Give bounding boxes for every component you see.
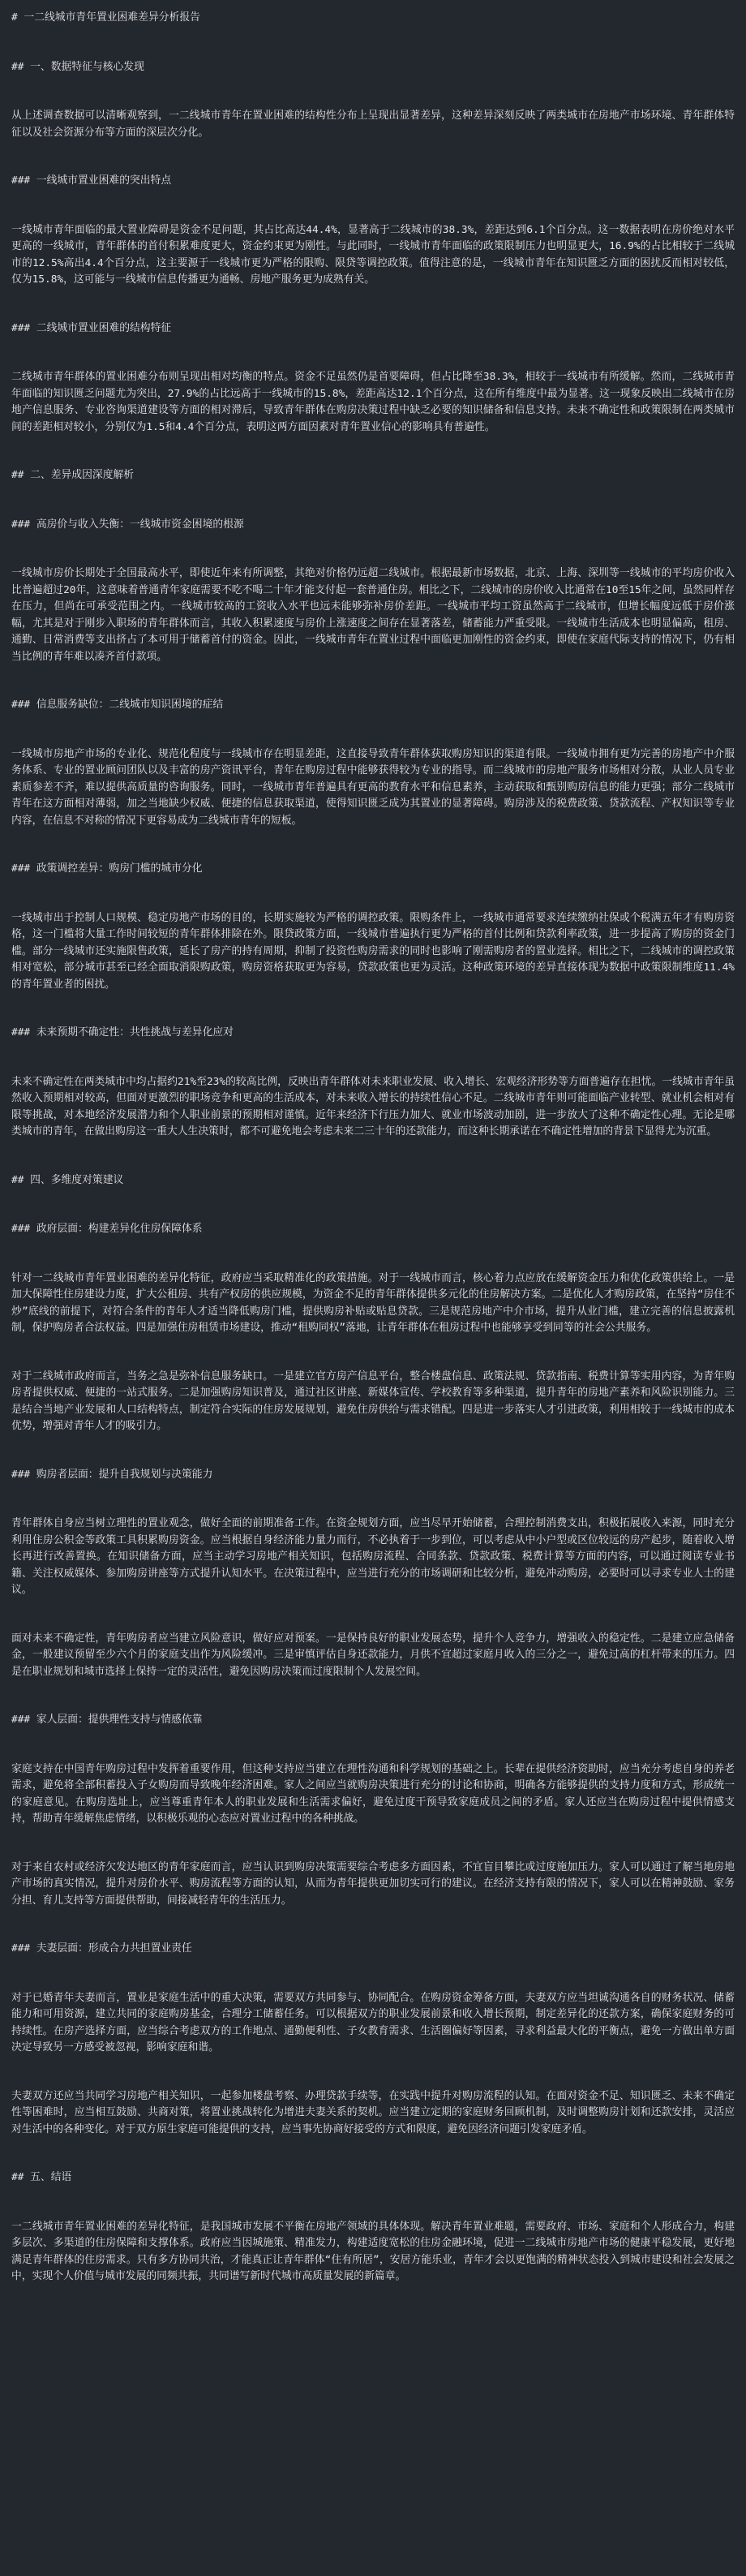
section-heading: ## 二、差异成因深度解析: [11, 469, 135, 481]
subsection-heading: ### 夫妻层面：形成合力共担置业责任: [11, 1942, 192, 1955]
paragraph: 对于来自农村或经济欠发达地区的青年家庭而言，应当认识到购房决策需要综合考虑多方面因素，不宜盲目攀比或过度施加压力。家人可以通过了解当地房地产市场的真实情况，提升对房价水平、购房流程等方面的认知，从而为青年提供更加切实可行的建议。在经济支持有限的情况下，家人可以在精神鼓励、家务分担、育儿支持等方面提供帮助，间接减轻青年的生活压力。: [11, 1860, 735, 1907]
report-title: # 一二线城市青年置业困难差异分析报告: [11, 11, 200, 24]
subsection-heading: ### 家人层面：提供理性支持与情感依靠: [11, 1714, 203, 1726]
subsection-heading: ### 购房者层面：提升自我规划与决策能力: [11, 1468, 213, 1481]
subsection-heading: ### 政府层面：构建差异化住房保障体系: [11, 1223, 203, 1235]
paragraph: 从上述调查数据可以清晰观察到，一二线城市青年在置业困难的结构性分布上呈现出显著差异，这种差异深刻反映了两类城市在房地产市场环境、青年群体特征以及社会资源分布等方面的深层次分化。: [11, 110, 735, 139]
paragraph: 针对一二线城市青年置业困难的差异化特征，政府应当采取精准化的政策措施。对于一线城市而言，核心着力点应放在缓解资金压力和优化政策供给上。一是加大保障性住房建设力度，扩大公租房、共有产权房的供应规模，为资金不足的青年群体提供多元化的住房解决方案。二是优化人才购房政策，在坚持“房住不炒”底线的前提下，对符合条件的青年人才适当降低购房门槛，提供购房补贴或贴息贷款。三是规范房地产中介市场，提升从业门槛，建立完善的信息披露机制，保护购房者合法权益。四是加强住房租赁市场建设，推动“租购同权”落地，让青年群体在租房过程中也能够享受到同等的社会公共服务。: [11, 1271, 735, 1334]
subsection-heading: ### 一线城市置业困难的突出特点: [11, 174, 172, 187]
subsection-heading: ### 未来预期不确定性：共性挑战与差异化应对: [11, 1026, 234, 1039]
subsection-heading: ### 信息服务缺位：二线城市知识困境的症结: [11, 699, 224, 711]
subsection-heading: ### 高房价与收入失衡：一线城市资金困境的根源: [11, 518, 244, 531]
section-heading: ## 五、结语: [11, 2171, 72, 2183]
paragraph: 未来不确定性在两类城市中均占据约21%至23%的较高比例，反映出青年群体对未来职业发展、收入增长、宏观经济形势等方面普遍存在担忧。一线城市青年虽然收入预期相对较高，但面对更激烈的职场竞争和更高的生活成本，对未来收入增长的持续性信心不足。二线城市青年则可能面临产业转型、就业机会相对有限等挑战，对本地经济发展潜力和个人职业前景的预期相对谨慎。近年来经济下行压力加大、就业市场波动加剧，进一步放大了这种不确定性心理。无论是哪类城市的青年，在做出购房这一重大人生决策时，都不可避免地会考虑未来二三十年的还款能力，而这种长期承诺在不确定性增加的背景下显得尤为沉重。: [11, 1075, 735, 1137]
paragraph: 一线城市青年面临的最大置业障碍是资金不足问题，其占比高达44.4%，显著高于二线城市的38.3%，差距达到6.1个百分点。这一数据表明在房价绝对水平更高的一线城市，青年群体的首付积累难度更大，资金约束更为刚性。与此同时，一线城市青年面临的政策限制压力也明显更大，16.9%的占比相较于二线城市的12.5%高出4.4个百分点，这主要源于一线城市更为严格的限购、限贷等调控政策。值得注意的是，一线城市青年在知识匮乏方面的困扰反而相对较低，仅为15.8%，这可能与一线城市信息传播更为通畅、房地产服务更为成熟有关。: [11, 223, 735, 286]
paragraph: 夫妻双方还应当共同学习房地产相关知识，一起参加楼盘考察、办理贷款手续等，在实践中提升对购房流程的认知。在面对资金不足、知识匮乏、未来不确定性等困难时，应当相互鼓励、共商对策，将置业挑战转化为增进夫妻关系的契机。应当建立定期的家庭财务回顾机制，及时调整购房计划和还款安排，灵活应对生活中的各种变化。对于双方原生家庭可能提供的支持，应当事先协商好接受的方式和限度，避免因经济问题引发家庭矛盾。: [11, 2089, 735, 2135]
paragraph: 一线城市房地产市场的专业化、规范化程度与一线城市存在明显差距，这直接导致青年群体获取购房知识的渠道有限。一线城市拥有更为完善的房地产中介服务体系、专业的置业顾问团队以及丰富的房产资讯平台，青年在购房过程中能够获得较为专业的指导。而二线城市的房地产服务市场相对分散，从业人员专业素质参差不齐，难以提供高质量的咨询服务。同时，一线城市青年普遍具有更高的教育水平和信息素养，主动获取和甄别购房信息的能力更强；部分二线城市青年在这方面相对薄弱，加之当地缺少权威、便捷的信息获取渠道，使得知识匮乏成为其置业的显著障碍。购房涉及的税费政策、贷款流程、产权知识等专业内容，在信息不对称的情况下更容易成为二线城市青年的短板。: [11, 747, 735, 827]
paragraph: 一线城市房价长期处于全国最高水平，即使近年来有所调整，其绝对价格仍远超二线城市。根据最新市场数据，北京、上海、深圳等一线城市的平均房价收入比普遍超过20年，这意味着普通青年家庭需要不吃不喝二十年才能支付起一套普通住房。相比之下，二线城市的房价收入比通常在10至15年之间，虽然同样存在压力，但尚在可承受范围之内。一线城市较高的工资收入水平也远未能够弥补房价差距。一线城市平均工资虽然高于二线城市，但增长幅度远低于房价涨幅，尤其是对于刚步入职场的青年群体而言，其收入积累速度与房价上涨速度之间存在显著落差，储蓄能力严重受限。一线城市生活成本也明显偏高，租房、通勤、日常消费等支出挤占了本可用于储蓄首付的资金。因此，一线城市青年在置业过程中面临更加刚性的资金约束，即使在家庭代际支持的情况下，仍有相当比例的青年难以凑齐首付款项。: [11, 567, 735, 663]
paragraph: 一二线城市青年置业困难的差异化特征，是我国城市发展不平衡在房地产领域的具体体现。解决青年置业难题，需要政府、市场、家庭和个人形成合力，构建多层次、多渠道的住房保障和支撑体系。政府应当因城施策、精准发力，构建适度宽松的住房金融环境，促进一二线城市房地产市场的健康平稳发展，更好地满足青年群体的住房需求。只有多方协同共治，才能真正让青年群体“住有所居”，安居方能乐业，青年才会以更饱满的精神状态投入到城市建设和社会发展之中，实现个人价值与城市发展的同频共振，共同谱写新时代城市高质量发展的新篇章。: [11, 2220, 735, 2282]
paragraph: 一线城市出于控制人口规模、稳定房地产市场的目的，长期实施较为严格的调控政策。限购条件上，一线城市通常要求连续缴纳社保或个税满五年才有购房资格，这一门槛将大量工作时间较短的青年群体排除在外。限贷政策方面，一线城市普遍执行更为严格的首付比例和贷款利率政策，进一步提高了购房的资金门槛。部分一线城市还实施限售政策，延长了房产的持有周期，抑制了投资性购房需求的同时也影响了刚需购房者的置业选择。相比之下，二线城市的调控政策相对宽松，部分城市甚至已经全面取消限购政策，购房资格获取更为容易，贷款政策也更为灵活。这种政策环境的差异直接体现为数据中政策限制维度11.4%的青年置业者的困扰。: [11, 911, 735, 991]
section-heading: ## 四、多维度对策建议: [11, 1173, 124, 1186]
paragraph: 对于已婚青年夫妻而言，置业是家庭生活中的重大决策，需要双方共同参与、协同配合。在购房资金筹备方面，夫妻双方应当坦诚沟通各自的财务状况、储蓄能力和可用资源，建立共同的家庭购房基金，合理分工储蓄任务。可以根据双方的职业发展前景和收入增长预期，制定差异化的还款方案，确保家庭财务的可持续性。在房产选择方面，应当综合考虑双方的工作地点、通勤便利性、子女教育需求、生活圈偏好等因素，寻求利益最大化的平衡点，避免一方做出单方面决定导致另一方感受被忽视，影响家庭和谐。: [11, 1991, 735, 2053]
paragraph: 对于二线城市政府而言，当务之急是弥补信息服务缺口。一是建立官方房产信息平台，整合楼盘信息、政策法规、贷款指南、税费计算等实用内容，为青年购房者提供权威、便捷的一站式服务。二是加强购房知识普及，通过社区讲座、新媒体宣传、学校教育等多种渠道，提升青年的房地产素养和风险识别能力。三是结合当地产业发展和人口结构特点，制定符合实际的住房发展规划，避免住房供给与需求错配。四是进一步落实人才引进政策，利用相较于一线城市的成本优势，增强对青年人才的吸引力。: [11, 1370, 735, 1432]
subsection-heading: ### 二线城市置业困难的结构特征: [11, 321, 172, 334]
paragraph: 家庭支持在中国青年购房过程中发挥着重要作用，但这种支持应当建立在理性沟通和科学规划的基础之上。长辈在提供经济资助时，应当充分考虑自身的养老需求，避免将全部积蓄投入子女购房而导致晚年经济困难。家人之间应当就购房决策进行充分的讨论和协商，明确各方能够提供的支持力度和方式，形成统一的家庭意见。在购房选址上，应当尊重青年本人的职业发展和生活需求偏好，避免过度干预导致家庭成员之间的矛盾。家人还应当在购房过程中提供情感支持，帮助青年缓解焦虑情绪，以积极乐观的心态应对置业过程中的各种挑战。: [11, 1762, 735, 1825]
paragraph: 面对未来不确定性，青年购房者应当建立风险意识，做好应对预案。一是保持良好的职业发展态势，提升个人竞争力，增强收入的稳定性。二是建立应急储备金，一般建议预留至少六个月的家庭支出作为风险缓冲。三是审慎评估自身还款能力，月供不宜超过家庭月收入的三分之一，避免过高的杠杆带来的压力。四是在职业规划和城市选择上保持一定的灵活性，避免因购房决策而过度限制个人发展空间。: [11, 1632, 735, 1678]
section-heading: ## 一、数据特征与核心发现: [11, 60, 144, 73]
paragraph: 青年群体自身应当树立理性的置业观念，做好全面的前期准备工作。在资金规划方面，应当尽早开始储蓄，合理控制消费支出，积极拓展收入来源，同时充分利用住房公积金等政策工具积累购房资金。应当根据自身经济能力量力而行，不必执着于一步到位，可以考虑从中小户型或区位较远的房产起步，随着收入增长再进行改善置换。在知识储备方面，应当主动学习房地产相关知识，包括购房流程、合同条款、贷款政策、税费计算等方面的内容，可以通过阅读专业书籍、关注权威媒体、参加购房讲座等方式提升认知水平。在决策过程中，应当进行充分的市场调研和比较分析，避免冲动购房，必要时可以寻求专业人士的建议。: [11, 1517, 735, 1596]
subsection-heading: ### 政策调控差异：购房门槛的城市分化: [11, 862, 203, 875]
paragraph: 二线城市青年群体的置业困难分布则呈现出相对均衡的特点。资金不足虽然仍是首要障碍，但占比降至38.3%，相较于一线城市有所缓解。然而，二线城市青年面临的知识匮乏问题尤为突出，27.9%的占比远高于一线城市的15.8%，差距高达12.1个百分点，这在所有维度中最为显著。这一现象反映出二线城市在房地产信息服务、专业咨询渠道建设等方面的相对滞后，导致青年群体在购房决策过程中缺乏必要的知识储备和信息支持。未来不确定性和政策限制在两类城市间的差距相对较小，分别仅为1.5和4.4个百分点，表明这两方面因素对青年置业信心的影响具有普遍性。: [11, 371, 735, 433]
